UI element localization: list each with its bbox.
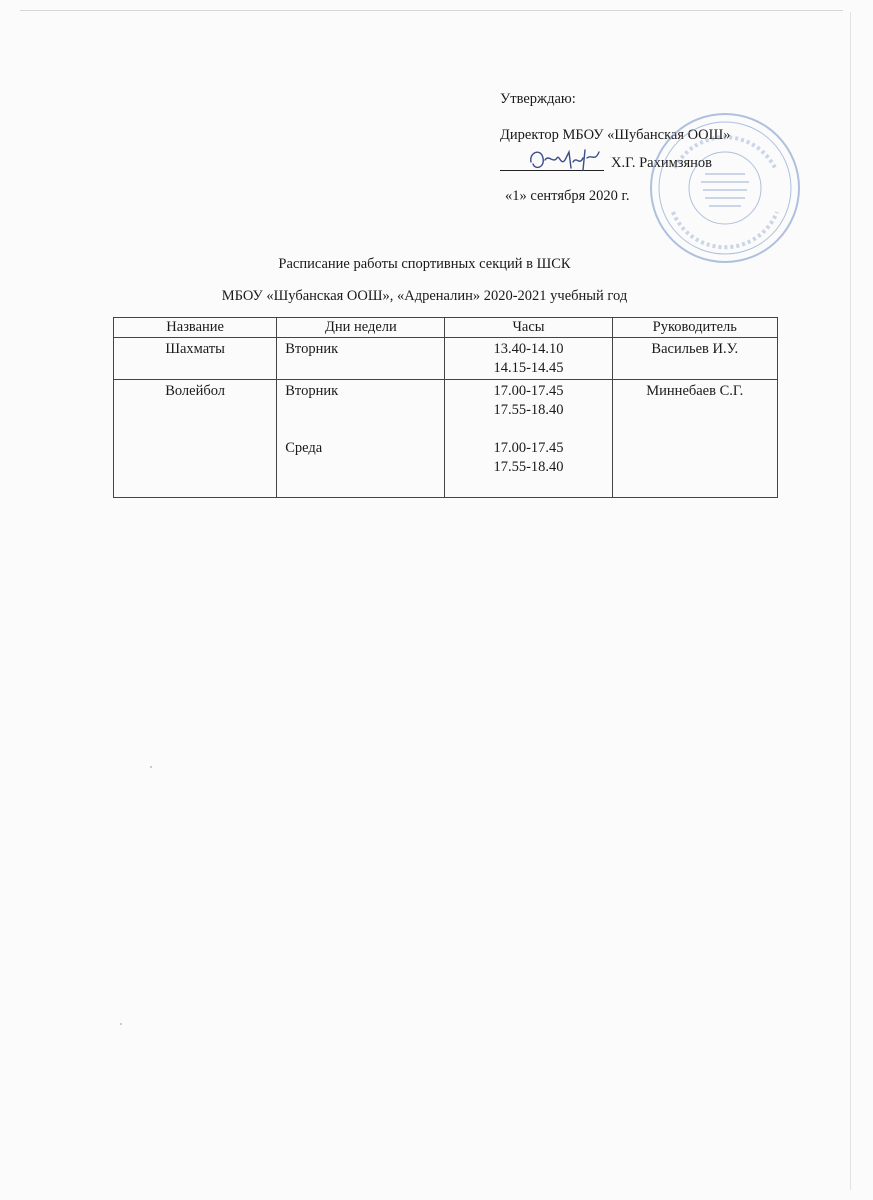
approval-date: «1» сентября 2020 г. <box>505 188 630 204</box>
leader-text: Васильев И.У. <box>651 341 739 357</box>
hours-text: 14.15-14.45 <box>493 360 564 376</box>
scan-edge-top <box>20 10 843 11</box>
approval-director: Директор МБОУ «Шубанская ООШ» <box>500 127 731 143</box>
scan-edge-right <box>850 12 851 1190</box>
day-text: Вторник <box>285 341 339 357</box>
schedule-table <box>113 317 778 498</box>
day-text: Среда <box>285 440 323 456</box>
header-hours: Часы <box>445 318 612 338</box>
document-title: Расписание работы спортивных секций в ШСК <box>278 256 571 272</box>
scan-speck <box>120 1023 122 1025</box>
round-stamp <box>645 108 805 268</box>
hours-text: 17.00-17.45 <box>493 440 564 456</box>
section-hours <box>445 380 612 498</box>
hours-text: 17.55-18.40 <box>493 402 564 418</box>
header-leader: Руководитель <box>612 318 777 338</box>
header-days: Дни недели <box>277 318 445 338</box>
header-name: Название <box>114 318 277 338</box>
document-subtitle: МБОУ «Шубанская ООШ», «Адреналин» 2020-2021 учебный год <box>221 288 628 304</box>
table-row <box>114 380 778 498</box>
table-row <box>114 338 778 380</box>
hours-text: 17.00-17.45 <box>493 383 564 399</box>
scan-speck <box>150 766 152 768</box>
section-name-text: Шахматы <box>165 341 225 357</box>
section-days <box>277 380 445 498</box>
handwritten-signature <box>525 140 605 180</box>
section-name <box>114 338 277 380</box>
day-text: Вторник <box>285 383 339 399</box>
section-name-text: Волейбол <box>165 383 226 399</box>
section-days <box>277 338 445 380</box>
section-name <box>114 380 277 498</box>
table-header-row <box>114 318 778 338</box>
section-leader <box>612 338 777 380</box>
section-leader <box>612 380 777 498</box>
hours-text: 13.40-14.10 <box>493 341 564 357</box>
leader-text: Миннебаев С.Г. <box>646 383 744 399</box>
hours-text: 17.55-18.40 <box>493 459 564 475</box>
approval-heading: Утверждаю: <box>500 91 576 107</box>
section-hours <box>445 338 612 380</box>
approval-director-name: Х.Г. Рахимзянов <box>611 155 713 171</box>
